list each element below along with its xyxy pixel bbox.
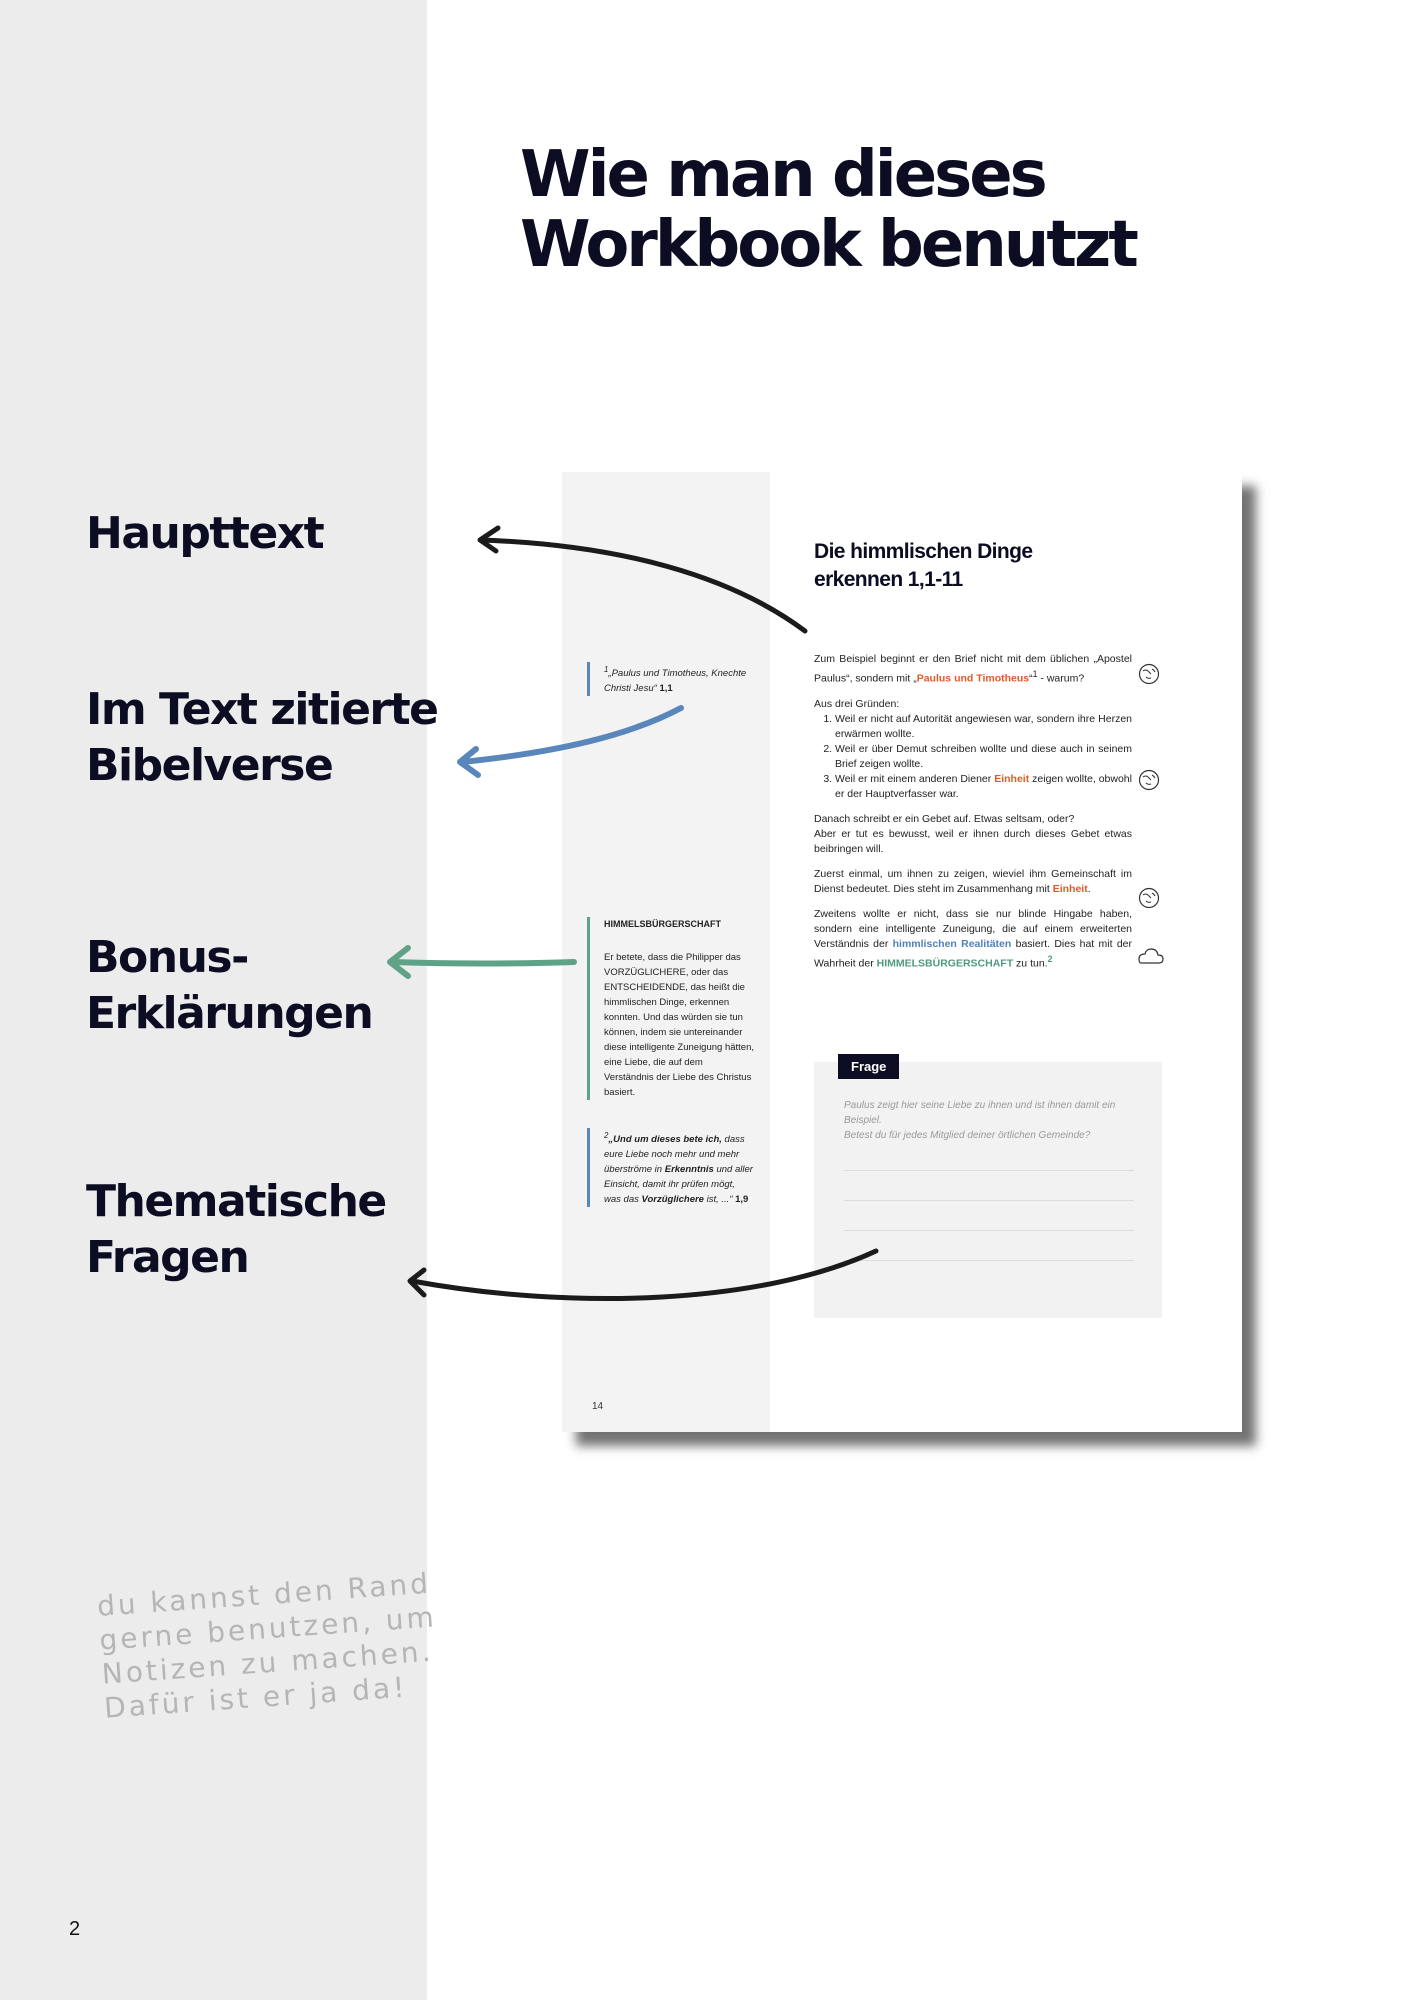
quote2-p5: Vorzüglichere bbox=[641, 1194, 704, 1206]
globe-icon bbox=[1137, 886, 1161, 910]
label-haupttext bbox=[86, 506, 323, 562]
sample-quote-1 bbox=[587, 662, 754, 696]
reasons-intro: Aus drei Gründen: bbox=[814, 697, 900, 710]
bonus-title: HIMMELSBÜRGERSCHAFT bbox=[604, 919, 721, 929]
quote2-sup: 2 bbox=[604, 1131, 609, 1140]
bonus-text: Er betete, dass die Philipper das VORZÜGLICHERE, oder das ENTSCHEIDENDE, das heißt die himmlischen Dinge, erkennen konnten. Und das würden sie tun können, indem sie untereinander diese intelligente Zuneigung hätten, eine Liebe, die auf dem Verständnis der Liebe des Christus basiert. bbox=[604, 952, 755, 1098]
para4-sup: 2 bbox=[1047, 953, 1053, 964]
reasons-list bbox=[814, 712, 1132, 802]
question-tag: Frage bbox=[838, 1054, 899, 1079]
quote2-p4: und aller Einsicht, damit ihr prüfen mögt, was das bbox=[604, 1164, 753, 1206]
label-fragen-line2: Fragen bbox=[86, 1232, 249, 1283]
body-para-4 bbox=[814, 907, 1132, 972]
label-bibelverse bbox=[86, 682, 438, 794]
reason-2: 2. Weil er über Demut schreiben wollte und diese auch in seinem Brief zeigen wollte. bbox=[835, 742, 1132, 772]
answer-line[interactable] bbox=[844, 1200, 1134, 1201]
sample-quote-2 bbox=[587, 1128, 754, 1207]
para4-c: zu tun. bbox=[1013, 957, 1048, 969]
para1-highlight: Paulus und Timotheus bbox=[916, 672, 1030, 685]
para3-highlight: Einheit bbox=[1052, 882, 1088, 895]
body-para-2 bbox=[814, 812, 1132, 857]
sample-page bbox=[562, 472, 1242, 1432]
globe-icon bbox=[1137, 768, 1161, 792]
para1-c: - warum? bbox=[1037, 672, 1085, 685]
question-box bbox=[814, 1059, 1162, 1318]
question-text bbox=[844, 1098, 1134, 1143]
label-bonus-line2: Erklärungen bbox=[86, 988, 373, 1039]
page-title-line1: Wie man dieses bbox=[520, 138, 1045, 212]
para1-b: “ bbox=[1029, 672, 1033, 685]
question-line2: Betest du für jedes Mitglied deiner örtlichen Gemeinde? bbox=[844, 1130, 1091, 1141]
reason-1: 1. Weil er nicht auf Autorität angewiesen war, sondern ihre Herzen erwärmen wollte. bbox=[835, 712, 1132, 742]
sample-bonus bbox=[587, 917, 754, 1100]
label-bonus-line1: Bonus- bbox=[86, 932, 248, 983]
cloud-icon bbox=[1136, 946, 1164, 966]
reason3-highlight: Einheit bbox=[994, 772, 1030, 785]
quote1-ref: 1,1 bbox=[659, 683, 673, 695]
page-title bbox=[520, 140, 1136, 280]
body-para-3 bbox=[814, 867, 1132, 897]
para4-a: Zweitens wollte er nicht, dass sie nur blinde Hingabe haben, sondern eine intelligente Zuneigung, die auf einem erweiterten Verständnis der bbox=[814, 907, 1132, 950]
sample-page-number: 14 bbox=[592, 1401, 604, 1412]
label-fragen-line1: Thematische bbox=[86, 1176, 386, 1227]
para1-sup: 1 bbox=[1032, 669, 1038, 679]
label-bibelverse-line2: Bibelverse bbox=[86, 740, 333, 791]
answer-line[interactable] bbox=[844, 1170, 1134, 1171]
para2-line2: Aber er tut es bewusst, weil er ihnen durch dieses Gebet etwas beibringen will. bbox=[814, 827, 1132, 855]
reason3-b: zeigen wollte, obwohl er der Hauptverfasser war. bbox=[835, 772, 1132, 800]
para2-line1: Danach schreibt er ein Gebet auf. Etwas seltsam, oder? bbox=[814, 812, 1075, 825]
globe-icon bbox=[1137, 662, 1161, 686]
sample-title-line1: Die himmlischen Dinge bbox=[814, 540, 1033, 563]
body-para-1 bbox=[814, 652, 1132, 687]
margin-note: du kannst den Rand gerne benutzen, um Notizen zu machen. Dafür ist er ja da! bbox=[96, 1566, 438, 1725]
reason3-a: Weil er mit einem anderen Diener bbox=[835, 772, 995, 785]
para4-b: basiert. Dies hat mit der Wahrheit der bbox=[814, 937, 1132, 969]
para3-a: Zuerst einmal, um ihnen zu zeigen, wieviel ihm Gemeinschaft im Dienst bedeutet. Dies steht im Zusammenhang mit bbox=[814, 867, 1132, 895]
page-title-line2: Workbook benutzt bbox=[520, 208, 1136, 282]
label-haupttext-text: Haupttext bbox=[86, 508, 324, 559]
answer-line[interactable] bbox=[844, 1260, 1134, 1261]
label-fragen bbox=[86, 1174, 386, 1286]
label-bibelverse-line1: Im Text zitierte bbox=[86, 684, 438, 735]
sample-body-text bbox=[814, 652, 1132, 981]
question-line1: Paulus zeigt hier seine Liebe zu ihnen und ist ihnen damit ein Beispiel. bbox=[844, 1100, 1116, 1126]
page-number: 2 bbox=[69, 1918, 81, 1940]
sample-title bbox=[814, 538, 1094, 594]
para4-highlight-blue: himmlischen Realitäten bbox=[892, 937, 1012, 950]
quote2-p6: ist, ...“ bbox=[703, 1194, 733, 1206]
quote2-ref: 1,9 bbox=[735, 1194, 749, 1206]
para4-highlight-green: HIMMELSBÜRGERSCHAFT bbox=[876, 957, 1014, 969]
quote1-text: „Paulus und Timotheus, Knechte Christi Jesu“ bbox=[604, 668, 747, 695]
quote2-p1: „Und um dieses bete ich, bbox=[608, 1134, 722, 1146]
para3-b: . bbox=[1087, 882, 1091, 895]
quote1-sup: 1 bbox=[604, 665, 609, 674]
quote2-p3: Erkenntnis bbox=[664, 1164, 714, 1176]
answer-line[interactable] bbox=[844, 1230, 1134, 1231]
label-bonus bbox=[86, 930, 372, 1042]
reason-3 bbox=[835, 772, 1132, 802]
para1-a: Zum Beispiel beginnt er den Brief nicht mit dem üblichen „Apostel Paulus“, sondern mit „ bbox=[814, 653, 1132, 685]
quote2-p2: dass eure Liebe noch mehr und mehr überströme in bbox=[604, 1134, 745, 1176]
sample-title-line2: erkennen 1,1-11 bbox=[814, 568, 963, 591]
